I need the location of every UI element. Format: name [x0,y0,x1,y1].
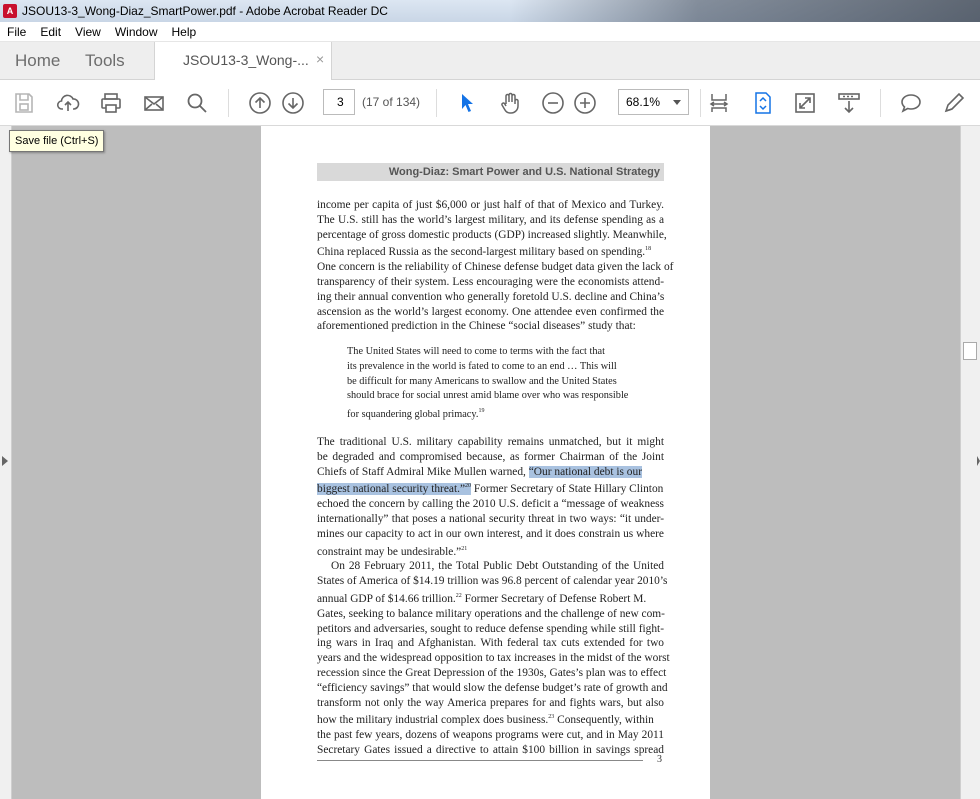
paragraph [317,198,674,334]
block-quote [347,345,647,423]
text-fragment: Chiefs of Staff Admiral Mike Mullen warned, [317,465,529,478]
menu-edit[interactable]: Edit [40,24,62,39]
text-line: Gates, seeking to balance military operations and the challenge of new com- [317,607,665,620]
footnote-marker: 20 [465,483,472,490]
tab-tools[interactable]: Tools [85,51,125,70]
text-line: be degraded and compromised because, as former Chairman of the Joint [317,450,664,463]
cloud-upload-icon[interactable] [55,90,81,116]
menu-view[interactable]: View [75,24,101,39]
text-line [317,542,664,560]
email-icon[interactable] [141,90,167,116]
text-line: internationally” that poses a national security threat in two ways: “it under- [317,512,664,525]
comment-icon[interactable] [898,90,924,116]
tab-home[interactable]: Home [15,51,61,70]
text-line: Secretary Gates issued a directive to attain $100 billion in savings spread [317,743,664,756]
text-line: percentage of gross domestic products (GDP) increased slightly. Meanwhile, [317,228,667,241]
text-line: transparency of their system. Less encouraging were the economists attend- [317,275,664,288]
print-icon[interactable] [98,90,124,116]
text-line: States of America of $14.19 trillion was 96.8 percent of calendar year 2010’s [317,575,668,588]
text-line: The traditional U.S. military capability remains unmatched, but it might [317,436,664,448]
menu-file[interactable]: File [7,24,27,39]
chevron-down-icon [673,100,681,105]
text-line [317,242,664,260]
title-bar [0,0,980,22]
page-number: 3 [657,754,662,765]
text-line: The U.S. still has the world’s largest military, and its defense spending as a [317,213,664,226]
fullscreen-icon[interactable] [792,90,818,116]
sign-icon[interactable] [941,90,967,116]
save-icon[interactable] [11,90,37,116]
text-line: “efficiency savings” that would slow the defense budget’s rate of growth and [317,681,668,694]
text-selection[interactable]: “Our national debt is our [528,465,642,478]
zoom-select[interactable] [618,89,689,115]
text-line: One concern is the reliability of Chinese defense budget data given the lack of [317,261,674,274]
tab-bar [0,42,980,80]
fit-width-icon[interactable] [750,90,776,116]
page-number-input[interactable] [323,89,355,115]
search-icon[interactable] [184,90,210,116]
text-line: On 28 February 2011, the Total Public Debt Outstanding of the United [331,560,664,573]
text-fragment: Consequently, within [554,714,654,727]
page-down-icon[interactable] [280,90,306,116]
zoom-value: 68.1% [626,95,661,109]
text-fragment: annual GDP of $14.66 trillion. [317,592,456,605]
text-line [317,589,664,607]
text-line [347,404,647,423]
footnote-marker: 18 [645,246,652,253]
tab-document[interactable] [154,42,332,81]
text-line: the past few years, dozens of weapons programs were cut, and in May 2011 [317,729,664,742]
text-line: mines our capacity to act in our own interest, and it does constrain us where [317,527,664,540]
toolbar-separator [880,89,881,117]
text-fragment: how the military industrial complex does business. [317,714,549,727]
text-line: should brace for social unrest amid blame over who was responsible [347,390,629,402]
text-line: recession since the Great Depression of the 1930s, Gates’s plan was to effect [317,666,667,679]
text-line: be difficult for many Americans to swallow and the United States [347,375,617,387]
close-tab-icon[interactable]: × [316,51,325,67]
footnote-marker: 21 [461,545,468,552]
tab-document-label: JSOU13-3_Wong-... [183,52,309,68]
window-title: JSOU13-3_Wong-Diaz_SmartPower.pdf - Adobe Acrobat Reader DC [22,4,388,18]
menu-bar [0,22,980,42]
page-count: (17 of 134) [362,95,421,109]
expand-left-panel-icon[interactable] [2,456,8,466]
footnote-marker: 23 [548,714,555,721]
footnote-marker: 19 [478,408,485,415]
toolbar [0,80,980,126]
page-up-icon[interactable] [247,90,273,116]
fit-page-icon[interactable] [706,90,732,116]
acrobat-icon: A [3,4,17,18]
footer-rule [317,760,643,761]
menu-window[interactable]: Window [114,24,158,39]
text-line: aforementioned prediction in the Chinese “social diseases” study that: [317,320,636,333]
read-mode-icon[interactable] [836,90,862,116]
text-line: echoed the concern by calling the 2010 U.S. deficit a “message of weakness [317,498,664,511]
text-line: The United States will need to come to terms with the fact that [347,346,605,357]
text-line [317,465,664,480]
select-cursor-icon[interactable] [454,90,480,116]
text-line [317,710,664,728]
pdf-page[interactable] [261,126,710,799]
text-line: petitors and adversaries, sought to reduce defense spending while still fight- [317,622,664,635]
text-line: years and the widespread opposition to tax increases in the midst of the worst [317,652,670,665]
text-line: transform not only the way America prepares for and fights wars, but also [317,696,664,709]
zoom-in-icon[interactable] [572,90,598,116]
text-fragment: Former Secretary of Defense Robert M. [461,592,647,605]
scrollbar-thumb[interactable] [963,342,977,360]
text-line: ing their annual convention who generally foretold U.S. decline and China’s [317,290,665,303]
text-line [317,479,664,497]
footnote-marker: 22 [455,592,462,599]
text-line: income per capita of just $6,000 or just half of that of Mexico and Turkey. [317,199,664,211]
zoom-out-icon[interactable] [540,90,566,116]
running-head: Wong-Diaz: Smart Power and U.S. National Strategy [317,163,664,181]
toolbar-separator [700,89,701,117]
text-fragment: constraint may be undesirable.” [317,545,462,558]
menu-help[interactable]: Help [171,24,197,39]
text-fragment: China replaced Russia as the second-largest military based on spending. [317,246,646,259]
text-line: ascension as the world’s largest economy. One attendee even confirmed the [317,305,664,318]
text-fragment: for squandering global primacy. [347,409,479,421]
text-line: its prevalence in the world is fated to come to an end … This will [347,360,617,372]
save-tooltip: Save file (Ctrl+S) [9,130,104,152]
toolbar-separator [228,89,229,117]
text-line: ing wars in Iraq and Afghanistan. With federal tax cuts extended for two [317,637,664,650]
toolbar-separator [436,89,437,117]
text-fragment: biggest national security threat.” [317,483,466,496]
text-fragment: Former Secretary of State Hillary Clinton [471,483,664,496]
hand-tool-icon[interactable] [497,90,523,116]
title-bar-background [510,0,980,22]
text-selection[interactable] [317,483,471,495]
paragraph [317,435,670,758]
